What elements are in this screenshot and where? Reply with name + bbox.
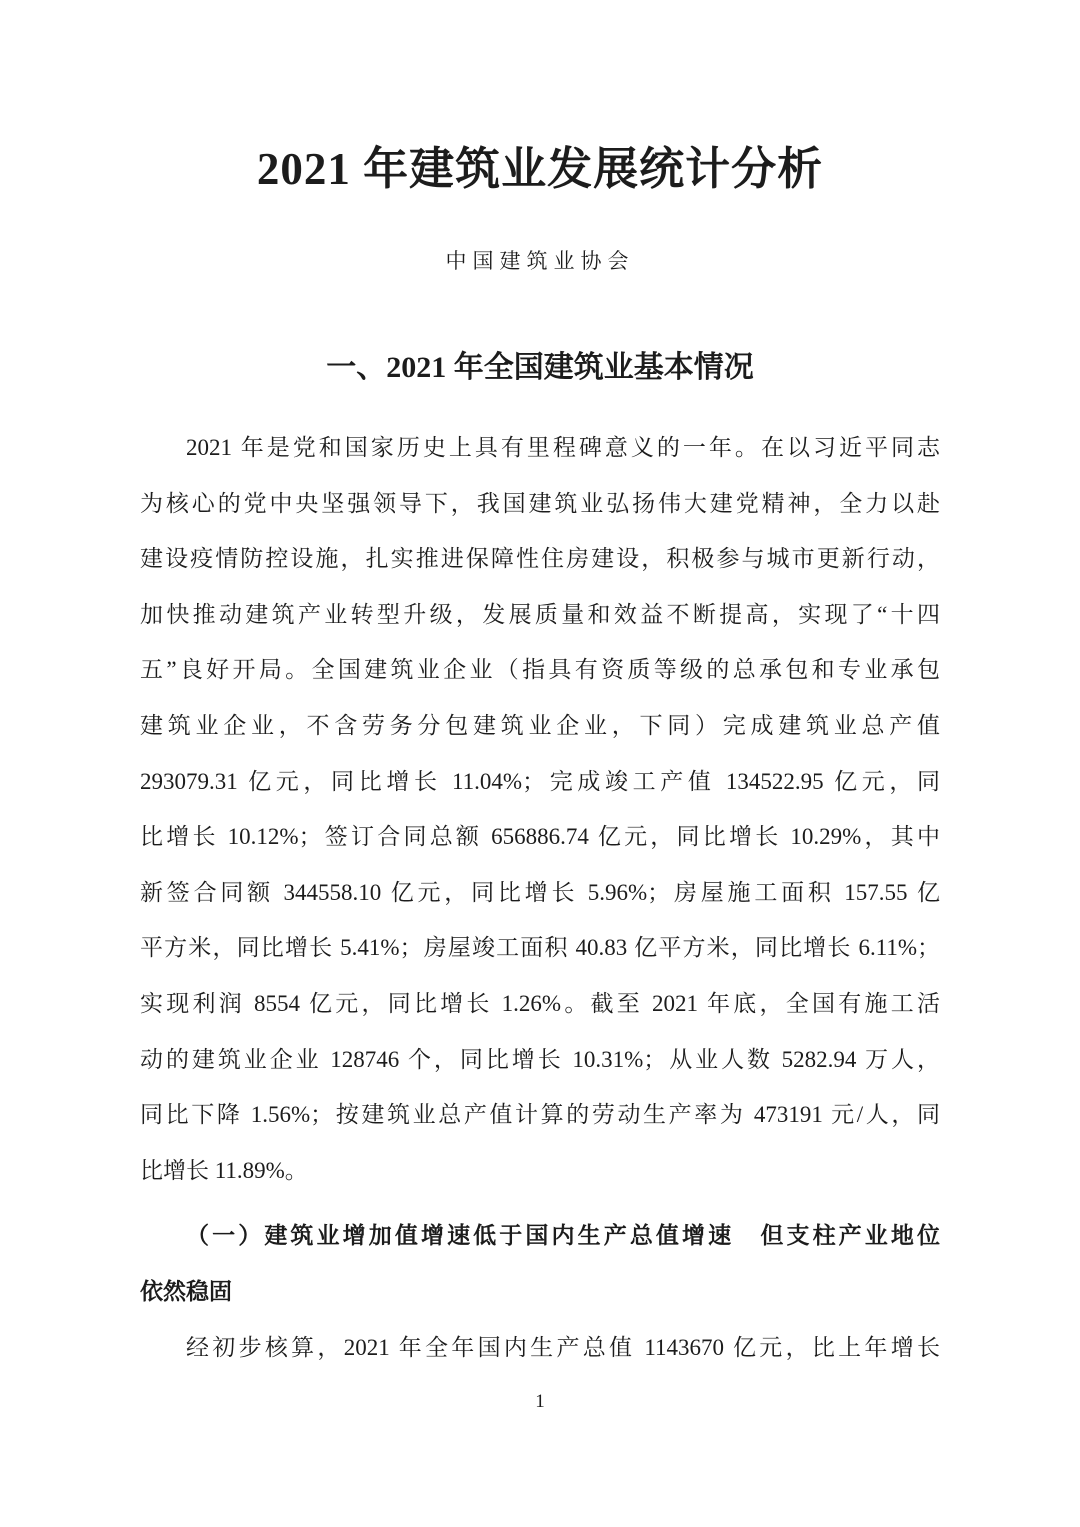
paragraph-gdp [140,1320,940,1376]
text-line: 建筑业企业，不含劳务分包建筑业企业，下同）完成建筑业总产值 [140,712,940,738]
page-number: 1 [535,1391,545,1413]
document-title: 2021 年建筑业发展统计分析 [256,144,824,194]
text-line: （一）建筑业增加值增速低于国内生产总值增速 但支柱产业地位 [186,1223,940,1249]
subsection-heading [140,1208,940,1319]
text-line: 同比下降 1.56%；按建筑业总产值计算的劳动生产率为 473191 元/人，同 [140,1102,940,1128]
paragraph-overview [140,420,940,1198]
text-line: 比增长 11.89%。 [140,1157,308,1183]
text-line: 经初步核算，2021 年全年国内生产总值 1143670 亿元，比上年增长 [186,1334,940,1360]
document-content [140,0,940,1415]
text-line: 平方米，同比增长 5.41%；房屋竣工面积 40.83 亿平方米，同比增长 6.11%； [140,935,940,961]
text-line: 依然稳固 [140,1278,232,1304]
text-line: 动的建筑业企业 128746 个，同比增长 10.31%；从业人数 5282.94 万人， [140,1046,940,1072]
document-author-subtitle: 中国建筑业协会 [445,249,635,273]
text-line: 五”良好开局。全国建筑业企业（指具有资质等级的总承包和专业承包 [140,657,940,683]
text-line: 建设疫情防控设施，扎实推进保障性住房建设，积极参与城市更新行动， [140,546,940,572]
section-heading: 一、2021 年全国建筑业基本情况 [326,351,754,384]
text-line: 293079.31 亿元，同比增长 11.04%；完成竣工产值 134522.95 亿元，同 [140,768,940,794]
text-line: 为核心的党中央坚强领导下，我国建筑业弘扬伟大建党精神，全力以赴 [140,490,940,516]
text-line: 比增长 10.12%；签订合同总额 656886.74 亿元，同比增长 10.29%，其中 [140,824,940,850]
text-line: 新签合同额 344558.10 亿元，同比增长 5.96%；房屋施工面积 157.55 亿 [140,879,940,905]
text-line: 2021 年是党和国家历史上具有里程碑意义的一年。在以习近平同志 [186,435,940,460]
text-line: 加快推动建筑产业转型升级，发展质量和效益不断提高，实现了“十四 [140,601,940,627]
text-line: 实现利润 8554 亿元，同比增长 1.26%。截至 2021 年底，全国有施工活 [140,990,940,1016]
